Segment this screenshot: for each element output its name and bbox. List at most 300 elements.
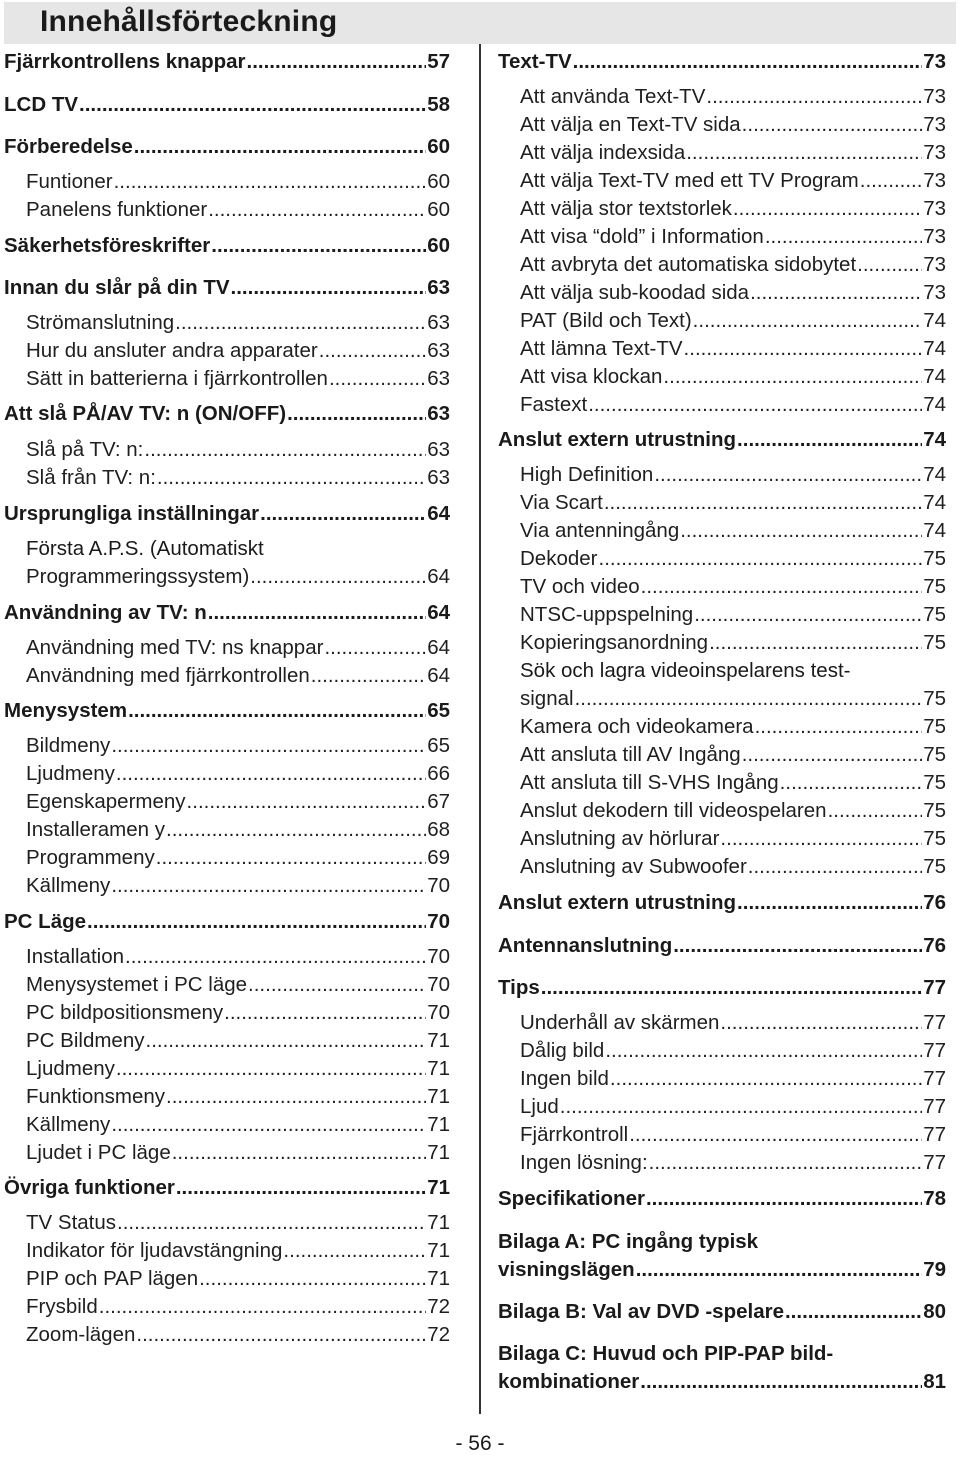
column-divider bbox=[479, 44, 481, 1414]
dot-leader bbox=[111, 734, 426, 758]
dot-leader bbox=[680, 519, 922, 543]
dot-leader bbox=[111, 1113, 426, 1137]
toc-page-number: 73 bbox=[923, 113, 946, 136]
toc-entry-title: Via Scart bbox=[520, 491, 603, 514]
toc-sub-entry bbox=[26, 973, 450, 997]
dot-leader bbox=[686, 141, 922, 165]
toc-page-number: 74 bbox=[923, 519, 946, 542]
toc-entry-title: Anslut extern utrustning bbox=[498, 428, 737, 451]
toc-entry-title: Att använda Text-TV bbox=[520, 85, 706, 108]
toc-page-number: 79 bbox=[923, 1258, 946, 1281]
toc-sub-entry bbox=[520, 855, 946, 879]
dot-leader bbox=[693, 309, 923, 333]
dot-leader bbox=[742, 743, 922, 767]
toc-sub-entry bbox=[520, 827, 946, 851]
dot-leader bbox=[641, 575, 923, 599]
toc-page-number: 74 bbox=[923, 309, 946, 332]
toc-sub-entry bbox=[26, 1239, 450, 1263]
toc-heading-entry bbox=[4, 1176, 450, 1200]
toc-page-number: 73 bbox=[923, 253, 946, 276]
toc-heading-entry bbox=[4, 50, 450, 74]
toc-page-number: 72 bbox=[427, 1295, 450, 1318]
toc-heading-entry bbox=[498, 50, 946, 74]
dot-leader bbox=[709, 631, 922, 655]
toc-page-number: 76 bbox=[923, 934, 946, 957]
toc-sub-entry bbox=[26, 311, 450, 335]
page-number: - 56 - bbox=[455, 1432, 505, 1455]
toc-page-number: 71 bbox=[427, 1029, 450, 1052]
toc-page-number: 71 bbox=[427, 1085, 450, 1108]
toc-heading-entry bbox=[498, 1370, 946, 1394]
toc-sub-entry bbox=[520, 519, 946, 543]
dot-leader bbox=[260, 502, 426, 526]
toc-page-number: 65 bbox=[427, 734, 450, 757]
toc-page-number: 75 bbox=[923, 575, 946, 598]
dot-leader bbox=[176, 1176, 426, 1200]
toc-entry-title: Kopieringsanordning bbox=[520, 631, 709, 654]
toc-entry-title: Installeramen y bbox=[26, 818, 166, 841]
toc-entry-title: Användning med TV: ns knappar bbox=[26, 636, 324, 659]
toc-page-number: 81 bbox=[923, 1370, 946, 1393]
toc-entry-line1: Sök och lagra videoinspelarens test- bbox=[520, 659, 851, 682]
toc-page-number: 64 bbox=[427, 565, 450, 588]
toc-page-number: 71 bbox=[427, 1057, 450, 1080]
toc-entry-title: Menysystem bbox=[4, 699, 128, 722]
toc-entry-title: Ljudmeny bbox=[26, 762, 115, 785]
toc-sub-entry bbox=[520, 1123, 946, 1147]
toc-entry-title: Text-TV bbox=[498, 50, 572, 73]
toc-sub-entry bbox=[26, 1267, 450, 1291]
toc-page-number: 75 bbox=[923, 547, 946, 570]
dot-leader bbox=[604, 491, 922, 515]
dot-leader bbox=[117, 1211, 426, 1235]
dot-leader bbox=[187, 790, 427, 814]
toc-entry-title: Hur du ansluter andra apparater bbox=[26, 339, 318, 362]
toc-entry-title: Källmeny bbox=[26, 874, 111, 897]
toc-heading-entry bbox=[4, 502, 450, 526]
dot-leader bbox=[673, 934, 922, 958]
toc-page-number: 75 bbox=[923, 603, 946, 626]
toc-page-number: 77 bbox=[923, 1151, 946, 1174]
toc-sub-entry bbox=[26, 1323, 450, 1347]
dot-leader bbox=[640, 1370, 922, 1394]
toc-page-number: 76 bbox=[923, 891, 946, 914]
toc-sub-entry bbox=[520, 1067, 946, 1091]
toc-entry-title: Att välja Text-TV med ett TV Program bbox=[520, 169, 859, 192]
toc-sub-entry bbox=[520, 225, 946, 249]
toc-entry-title: Användning av TV: n bbox=[4, 601, 207, 624]
dot-leader bbox=[248, 973, 426, 997]
toc-page-number: 60 bbox=[427, 135, 450, 158]
toc-sub-entry bbox=[26, 1141, 450, 1165]
toc-entry-title: Användning med fjärrkontrollen bbox=[26, 664, 310, 687]
toc-page-number: 73 bbox=[923, 225, 946, 248]
toc-sub-entry bbox=[26, 790, 450, 814]
toc-sub-entry bbox=[520, 169, 946, 193]
toc-page-number: 71 bbox=[427, 1211, 450, 1234]
title-bar bbox=[4, 2, 956, 44]
toc-page-number: 64 bbox=[427, 636, 450, 659]
toc-page-number: 71 bbox=[427, 1113, 450, 1136]
dot-leader bbox=[860, 169, 922, 193]
toc-page-number: 71 bbox=[427, 1176, 450, 1199]
toc-sub-entry bbox=[520, 281, 946, 305]
dot-leader bbox=[649, 1151, 923, 1175]
toc-entry-title: Indikator för ljudavstängning bbox=[26, 1239, 283, 1262]
toc-entry-title: Fastext bbox=[520, 393, 588, 416]
dot-leader bbox=[116, 1057, 426, 1081]
toc-entry-title: Anslut extern utrustning bbox=[498, 891, 737, 914]
dot-leader bbox=[737, 891, 922, 915]
dot-leader bbox=[157, 466, 426, 490]
toc-sub-entry bbox=[26, 664, 450, 688]
toc-sub-entry bbox=[26, 367, 450, 391]
toc-page-number: 64 bbox=[427, 601, 450, 624]
dot-leader bbox=[99, 1295, 426, 1319]
toc-sub-entry bbox=[26, 1295, 450, 1319]
toc-sub-entry bbox=[520, 197, 946, 221]
toc-entry-title: TV Status bbox=[26, 1211, 117, 1234]
toc-sub-entry bbox=[520, 799, 946, 823]
dot-leader bbox=[319, 339, 426, 363]
toc-page-number: 72 bbox=[427, 1323, 450, 1346]
toc-sub-entry bbox=[520, 687, 946, 711]
toc-sub-entry bbox=[520, 309, 946, 333]
toc-sub-entry bbox=[26, 874, 450, 898]
dot-leader bbox=[146, 1029, 427, 1053]
toc-page-number: 71 bbox=[427, 1141, 450, 1164]
toc-entry-title: Anslut dekodern till videospelaren bbox=[520, 799, 827, 822]
toc-sub-entry bbox=[26, 846, 450, 870]
toc-page-number: 75 bbox=[923, 855, 946, 878]
toc-page-number: 75 bbox=[923, 631, 946, 654]
toc-sub-entry bbox=[520, 1151, 946, 1175]
toc-entry-title: kombinationer bbox=[498, 1370, 640, 1393]
dot-leader bbox=[560, 1095, 922, 1119]
toc-entry-title: Att visa klockan bbox=[520, 365, 663, 388]
toc-entry-title: signal bbox=[520, 687, 574, 710]
toc-sub-entry bbox=[26, 1211, 450, 1235]
toc-sub-entry bbox=[520, 365, 946, 389]
toc-entry-title: Slå från TV: n: bbox=[26, 466, 156, 489]
toc-page-number: 64 bbox=[427, 664, 450, 687]
toc-heading-entry bbox=[4, 276, 450, 300]
toc-entry-title: Att ansluta till S-VHS Ingång bbox=[520, 771, 779, 794]
toc-entry-title: Underhåll av skärmen bbox=[520, 1011, 720, 1034]
toc-sub-entry bbox=[520, 603, 946, 627]
toc-entry-title: Ljudmeny bbox=[26, 1057, 115, 1080]
toc-entry-title: visningslägen bbox=[498, 1258, 635, 1281]
toc-page-number: 74 bbox=[923, 463, 946, 486]
toc-sub-entry bbox=[26, 1001, 450, 1025]
toc-page-number: 66 bbox=[427, 762, 450, 785]
toc-entry-title: Programmeringssystem) bbox=[26, 565, 250, 588]
dot-leader bbox=[116, 762, 426, 786]
toc-page-number: 60 bbox=[427, 234, 450, 257]
toc-sub-entry bbox=[520, 393, 946, 417]
dot-leader bbox=[750, 281, 922, 305]
toc-entry-title: Att visa “dold” i Information bbox=[520, 225, 764, 248]
dot-leader bbox=[573, 50, 923, 74]
toc-sub-entry bbox=[520, 631, 946, 655]
dot-leader bbox=[166, 818, 426, 842]
toc-entry-title: Förberedelse bbox=[4, 135, 133, 158]
toc-page-number: 77 bbox=[923, 1039, 946, 1062]
toc-entry-title: Att välja sub-koodad sida bbox=[520, 281, 750, 304]
dot-leader bbox=[231, 276, 427, 300]
dot-leader bbox=[733, 197, 922, 221]
toc-sub-entry bbox=[26, 762, 450, 786]
toc-page-number: 57 bbox=[427, 50, 450, 73]
dot-leader bbox=[79, 93, 426, 117]
toc-sub-entry bbox=[26, 1113, 450, 1137]
toc-entry-title: Fjärrkontroll bbox=[520, 1123, 629, 1146]
toc-page-number: 77 bbox=[923, 1011, 946, 1034]
toc-entry-title: Programmeny bbox=[26, 846, 155, 869]
dot-leader bbox=[134, 135, 426, 159]
toc-sub-entry bbox=[26, 1029, 450, 1053]
toc-page-number: 77 bbox=[923, 976, 946, 999]
toc-page-number: 73 bbox=[923, 141, 946, 164]
toc-page-number: 71 bbox=[427, 1267, 450, 1290]
dot-leader bbox=[785, 1300, 922, 1324]
toc-page-number: 63 bbox=[427, 339, 450, 362]
toc-entry-title: PC bildpositionsmeny bbox=[26, 1001, 224, 1024]
toc-entry-title: Via antenningång bbox=[520, 519, 680, 542]
toc-entry-line1: Bilaga C: Huvud och PIP-PAP bild- bbox=[498, 1342, 834, 1365]
toc-sub-entry bbox=[26, 818, 450, 842]
toc-entry-title: Menysystemet i PC läge bbox=[26, 973, 248, 996]
toc-page-number: 68 bbox=[427, 818, 450, 841]
toc-page-number: 80 bbox=[923, 1300, 946, 1323]
toc-page-number: 73 bbox=[923, 85, 946, 108]
toc-entry-title: PC Bildmeny bbox=[26, 1029, 145, 1052]
toc-sub-entry bbox=[520, 1011, 946, 1035]
toc-sub-entry bbox=[520, 85, 946, 109]
toc-entry-title: Ljudet i PC läge bbox=[26, 1141, 171, 1164]
dot-leader bbox=[663, 365, 922, 389]
toc-entry-title: Anslutning av Subwoofer bbox=[520, 855, 747, 878]
toc-entry-title: Bilaga B: Val av DVD -spelare bbox=[498, 1300, 784, 1323]
toc-page-number: 64 bbox=[427, 502, 450, 525]
toc-page-number: 73 bbox=[923, 50, 946, 73]
toc-page-number: 63 bbox=[427, 367, 450, 390]
toc-entry-title: Funtioner bbox=[26, 170, 113, 193]
toc-entry-title: Att välja en Text-TV sida bbox=[520, 113, 741, 136]
toc-page-number: 77 bbox=[923, 1067, 946, 1090]
toc-sub-entry bbox=[520, 253, 946, 277]
dot-leader bbox=[224, 1001, 426, 1025]
dot-leader bbox=[111, 874, 426, 898]
toc-page-number: 60 bbox=[427, 170, 450, 193]
toc-page-number: 67 bbox=[427, 790, 450, 813]
toc-page-number: 70 bbox=[427, 910, 450, 933]
toc-entry-title: Specifikationer bbox=[498, 1187, 645, 1210]
toc-heading-entry bbox=[4, 402, 450, 426]
dot-leader bbox=[247, 50, 427, 74]
toc-entry-title: TV och video bbox=[520, 575, 640, 598]
toc-entry-title: Bildmeny bbox=[26, 734, 111, 757]
dot-leader bbox=[128, 699, 426, 723]
toc-page-number: 74 bbox=[923, 393, 946, 416]
dot-leader bbox=[311, 664, 426, 688]
toc-sub-entry bbox=[26, 339, 450, 363]
toc-entry-title: Ljud bbox=[520, 1095, 559, 1118]
dot-leader bbox=[828, 799, 923, 823]
dot-leader bbox=[329, 367, 426, 391]
dot-leader bbox=[742, 113, 923, 137]
toc-page-number: 70 bbox=[427, 945, 450, 968]
toc-sub-entry bbox=[26, 466, 450, 490]
toc-entry-line1: Första A.P.S. (Automatiskt bbox=[26, 537, 264, 560]
toc-heading-entry bbox=[498, 934, 946, 958]
dot-leader bbox=[646, 1187, 922, 1211]
dot-leader bbox=[156, 846, 426, 870]
toc-entry-title: Slå på TV: n: bbox=[26, 438, 144, 461]
dot-leader bbox=[720, 1011, 922, 1035]
toc-entry-title: Kamera och videokamera bbox=[520, 715, 754, 738]
toc-entry-title: PC Läge bbox=[4, 910, 87, 933]
dot-leader bbox=[636, 1258, 922, 1282]
toc-entry-title: Tips bbox=[498, 976, 540, 999]
dot-leader bbox=[588, 393, 922, 417]
toc-sub-entry bbox=[520, 575, 946, 599]
toc-page-number: 70 bbox=[427, 874, 450, 897]
toc-sub-entry bbox=[26, 1057, 450, 1081]
dot-leader bbox=[629, 1123, 922, 1147]
toc-entry-title: Ursprungliga inställningar bbox=[4, 502, 260, 525]
toc-page-number: 78 bbox=[923, 1187, 946, 1210]
toc-entry-title: Att slå PÅ/AV TV: n (ON/OFF) bbox=[4, 402, 287, 425]
dot-leader bbox=[250, 565, 426, 589]
dot-leader bbox=[208, 601, 426, 625]
dot-leader bbox=[136, 1323, 426, 1347]
toc-sub-entry bbox=[520, 547, 946, 571]
toc-page-number: 63 bbox=[427, 311, 450, 334]
toc-entry-title: Frysbild bbox=[26, 1295, 98, 1318]
toc-sub-entry bbox=[26, 636, 450, 660]
dot-leader bbox=[287, 402, 426, 426]
toc-entry-title: PIP och PAP lägen bbox=[26, 1267, 199, 1290]
toc-page-number: 75 bbox=[923, 771, 946, 794]
toc-sub-entry bbox=[520, 491, 946, 515]
toc-heading-entry bbox=[498, 1187, 946, 1211]
toc-entry-title: Att avbryta det automatiska sidobytet bbox=[520, 253, 857, 276]
dot-leader bbox=[706, 85, 922, 109]
toc-entry-title: Att ansluta till AV Ingång bbox=[520, 743, 741, 766]
toc-entry-title: Innan du slår på din TV bbox=[4, 276, 230, 299]
toc-entry-title: Säkerhetsföreskrifter bbox=[4, 234, 211, 257]
toc-page-number: 69 bbox=[427, 846, 450, 869]
toc-entry-title: LCD TV bbox=[4, 93, 79, 116]
toc-sub-entry bbox=[520, 743, 946, 767]
toc-sub-entry bbox=[520, 337, 946, 361]
dot-leader bbox=[857, 253, 922, 277]
toc-heading-entry bbox=[4, 234, 450, 258]
toc-sub-entry bbox=[26, 438, 450, 462]
toc-sub-entry bbox=[520, 1095, 946, 1119]
toc-sub-entry bbox=[26, 1085, 450, 1109]
toc-heading-entry bbox=[498, 428, 946, 452]
toc-sub-entry bbox=[520, 771, 946, 795]
toc-entry-title: Att välja indexsida bbox=[520, 141, 686, 164]
dot-leader bbox=[199, 1267, 426, 1291]
toc-heading-entry bbox=[4, 699, 450, 723]
toc-page-number: 63 bbox=[427, 276, 450, 299]
toc-page-number: 73 bbox=[923, 281, 946, 304]
toc-page-number: 74 bbox=[923, 428, 946, 451]
toc-page-number: 58 bbox=[427, 93, 450, 116]
dot-leader bbox=[283, 1239, 426, 1263]
toc-entry-title: Panelens funktioner bbox=[26, 198, 208, 221]
dot-leader bbox=[208, 198, 426, 222]
toc-sub-entry bbox=[26, 170, 450, 194]
toc-entry-title: Sätt in batterierna i fjärrkontrollen bbox=[26, 367, 328, 390]
dot-leader bbox=[748, 855, 922, 879]
toc-entry-title: Ingen lösning: bbox=[520, 1151, 648, 1174]
toc-heading-entry bbox=[4, 601, 450, 625]
toc-page-number: 60 bbox=[427, 198, 450, 221]
dot-leader bbox=[324, 636, 426, 660]
toc-page-number: 74 bbox=[923, 365, 946, 388]
dot-leader bbox=[144, 438, 426, 462]
toc-entry-title: Egenskapermeny bbox=[26, 790, 186, 813]
dot-leader bbox=[694, 603, 922, 627]
toc-page-number: 77 bbox=[923, 1095, 946, 1118]
toc-page-number: 75 bbox=[923, 743, 946, 766]
dot-leader bbox=[765, 225, 922, 249]
toc-sub-entry bbox=[520, 463, 946, 487]
toc-entry-title: Zoom-lägen bbox=[26, 1323, 136, 1346]
toc-sub-entry bbox=[520, 715, 946, 739]
dot-leader bbox=[541, 976, 922, 1000]
toc-page-number: 63 bbox=[427, 438, 450, 461]
toc-page-number: 74 bbox=[923, 491, 946, 514]
dot-leader bbox=[780, 771, 923, 795]
toc-page-number: 73 bbox=[923, 197, 946, 220]
toc-entry-title: PAT (Bild och Text) bbox=[520, 309, 692, 332]
dot-leader bbox=[654, 463, 922, 487]
toc-page-number: 70 bbox=[427, 1001, 450, 1024]
dot-leader bbox=[605, 1039, 922, 1063]
dot-leader bbox=[125, 945, 426, 969]
toc-page-number: 71 bbox=[427, 1239, 450, 1262]
toc-entry-title: High Definition bbox=[520, 463, 654, 486]
dot-leader bbox=[166, 1085, 426, 1109]
toc-entry-title: Källmeny bbox=[26, 1113, 111, 1136]
toc-sub-entry bbox=[26, 198, 450, 222]
toc-page-number: 65 bbox=[427, 699, 450, 722]
toc-page-number: 63 bbox=[427, 466, 450, 489]
toc-page-number: 74 bbox=[923, 337, 946, 360]
toc-page-number: 75 bbox=[923, 799, 946, 822]
toc-heading-entry bbox=[4, 910, 450, 934]
dot-leader bbox=[175, 311, 426, 335]
dot-leader bbox=[172, 1141, 426, 1165]
toc-heading-entry bbox=[4, 93, 450, 117]
toc-heading-entry bbox=[498, 891, 946, 915]
toc-sub-entry bbox=[26, 734, 450, 758]
toc-page-number: 73 bbox=[923, 169, 946, 192]
toc-entry-title: Dekoder bbox=[520, 547, 598, 570]
toc-entry-title: Ingen bild bbox=[520, 1067, 609, 1090]
dot-leader bbox=[720, 827, 922, 851]
toc-entry-title: Att lämna Text-TV bbox=[520, 337, 683, 360]
toc-heading-entry bbox=[498, 976, 946, 1000]
dot-leader bbox=[211, 234, 426, 258]
toc-page-number: 63 bbox=[427, 402, 450, 425]
toc-heading-entry bbox=[498, 1258, 946, 1282]
